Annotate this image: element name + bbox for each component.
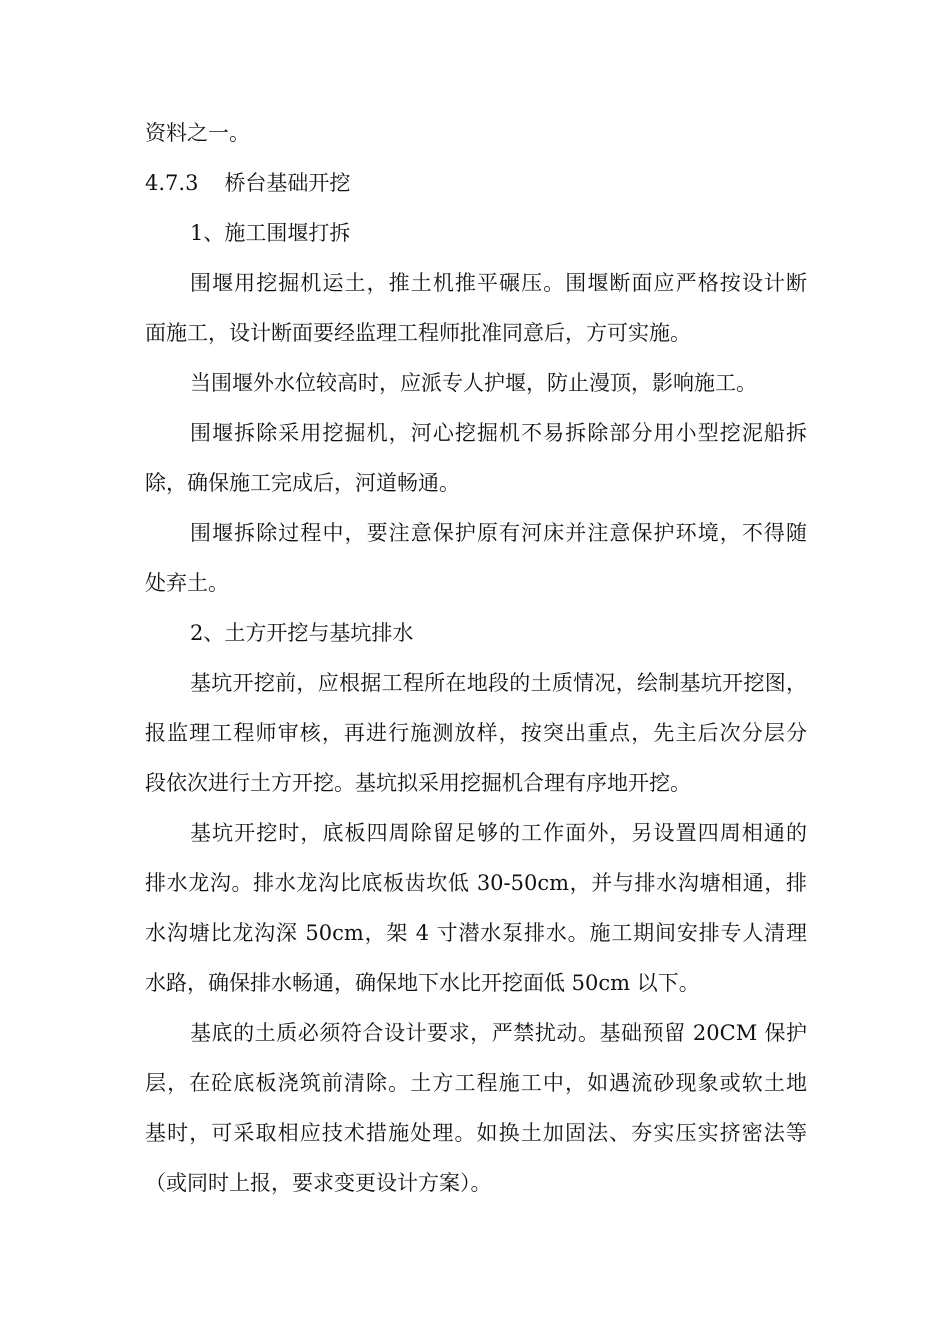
text-line: 除，确保施工完成后，河道畅通。 — [145, 471, 460, 495]
text-line: 段依次进行土方开挖。基坑拟采用挖掘机合理有序地开挖。 — [145, 771, 691, 795]
text-line: 水沟塘比龙沟深 50cm，架 4 寸潜水泵排水。施工期间安排专人清理 — [145, 921, 807, 945]
text-line: 水路，确保排水畅通，确保地下水比开挖面低 50cm 以下。 — [145, 971, 700, 995]
text-line: 处弃土。 — [145, 571, 229, 595]
text-line: 围堰拆除过程中，要注意保护原有河床并注意保护环境，不得随 — [190, 521, 807, 545]
document-body — [145, 108, 807, 1208]
text-line: 面施工，设计断面要经监理工程师批准同意后，方可实施。 — [145, 321, 691, 345]
text-line: 当围堰外水位较高时，应派专人护堰，防止漫顶，影响施工。 — [190, 371, 757, 395]
text-line: （或同时上报，要求变更设计方案）。 — [145, 1171, 492, 1195]
text-line: 报监理工程师审核，再进行施测放样，按突出重点，先主后次分层分 — [145, 721, 807, 745]
text-line: 基坑开挖时，底板四周除留足够的工作面外，另设置四周相通的 — [190, 821, 807, 845]
text-line: 基坑开挖前，应根据工程所在地段的土质情况，绘制基坑开挖图， — [190, 671, 807, 695]
subheading: 1、施工围堰打拆 — [190, 221, 351, 245]
section-title: 桥台基础开挖 — [224, 171, 351, 195]
text-line: 围堰用挖掘机运土，推土机推平碾压。围堰断面应严格按设计断 — [190, 271, 807, 295]
text-line: 层，在砼底板浇筑前清除。土方工程施工中，如遇流砂现象或软土地 — [145, 1071, 807, 1095]
section-number: 4.7.3 — [145, 171, 199, 195]
text-line: 基底的土质必须符合设计要求，严禁扰动。基础预留 20CM 保护 — [190, 1021, 807, 1045]
text-line: 围堰拆除采用挖掘机，河心挖掘机不易拆除部分用小型挖泥船拆 — [190, 421, 807, 445]
text-line: 基时，可采取相应技术措施处理。如换土加固法、夯实压实挤密法等 — [145, 1121, 807, 1145]
section-heading — [145, 158, 807, 208]
text-line: 排水龙沟。排水龙沟比底板齿坎低 30-50cm，并与排水沟塘相通，排 — [145, 871, 807, 895]
text-line: 资料之一。 — [145, 121, 250, 145]
subheading: 2、土方开挖与基坑排水 — [190, 621, 414, 645]
